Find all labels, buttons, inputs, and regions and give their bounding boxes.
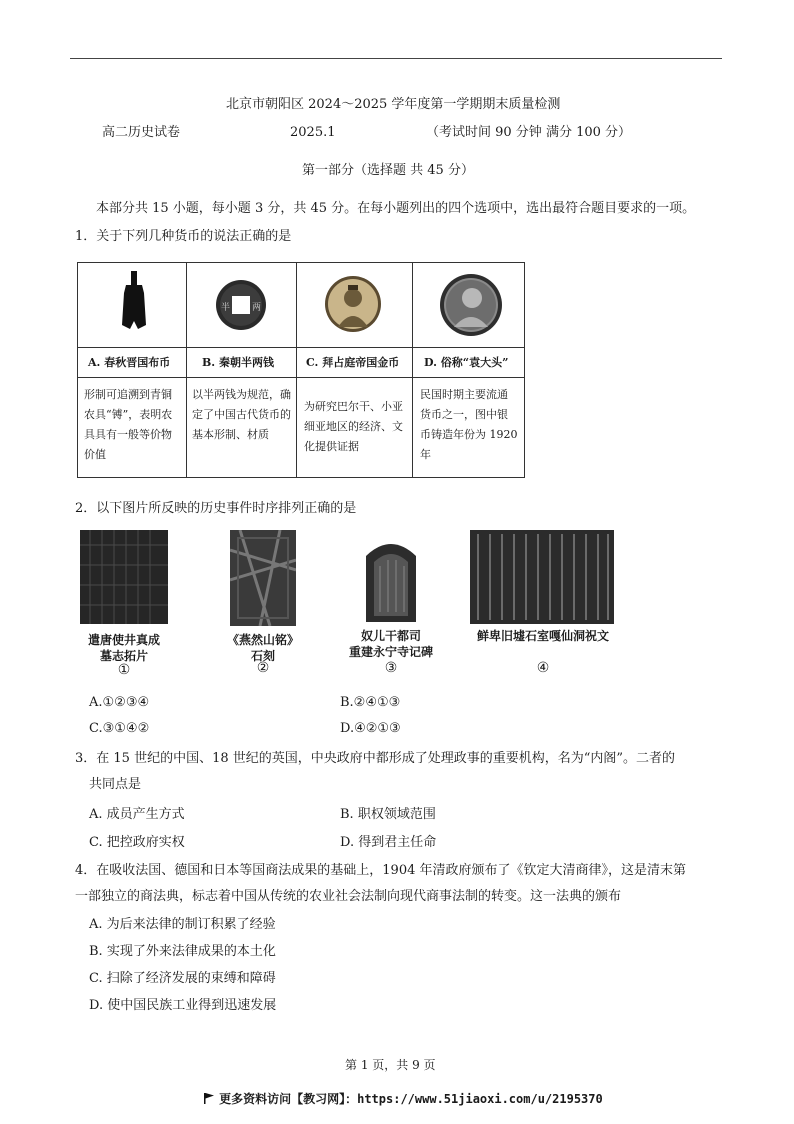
q1-desc-d: 民国时期主要流通货币之一，图中银币铸造年份为 1920 年 — [420, 388, 518, 461]
exam-date: 2025.1 — [290, 125, 336, 140]
q2-stem: 2．以下图片所反映的历史事件时序排列正确的是 — [75, 501, 357, 516]
footer-link-row[interactable] — [204, 1088, 603, 1107]
q4-stem-line1: 4．在吸收法国、德国和日本等国商法成果的基础上，1904 年清政府颁布了《钦定大清商律》，这是清末第 — [75, 863, 686, 878]
q2-caption-1: 遣唐使井真成 墓志拓片 — [87, 633, 160, 663]
q2-image-4 — [470, 530, 614, 624]
q1-desc-a: 形制可追溯到青铜农具“镈”，表明农具具有一般等价物价值 — [84, 388, 173, 461]
q1-label-d: D. 俗称“袁大头” — [424, 356, 509, 369]
q4-option-a[interactable]: A. 为后来法律的制订积累了经验 — [89, 917, 276, 932]
q4-option-d[interactable]: D. 使中国民族工业得到迅速发展 — [89, 998, 277, 1013]
q3-option-b[interactable]: B. 职权领域范围 — [340, 807, 436, 822]
q2-num-3: ③ — [384, 660, 398, 676]
banliang-coin-image — [214, 275, 268, 335]
q3-option-c[interactable]: C. 把控政府实权 — [89, 835, 185, 850]
q2-option-c[interactable]: C.③①④② — [89, 721, 150, 736]
q1-currency-table — [77, 262, 525, 478]
q2-caption-3: 奴儿干都司 重建永宁寺记碑 — [348, 629, 433, 659]
q4-stem-line2: 一部独立的商法典，标志着中国从传统的农业社会法制向现代商事法制的转变。这一法典的颁布 — [75, 889, 622, 904]
q3-option-d[interactable]: D. 得到君主任命 — [340, 835, 437, 850]
flag-icon — [204, 1093, 214, 1104]
part-heading: 第一部分（选择题 共 45 分） — [302, 163, 474, 178]
q4-option-c[interactable]: C. 扫除了经济发展的束缚和障碍 — [89, 971, 276, 986]
q2-image-3 — [362, 536, 420, 622]
q1-stem: 1．关于下列几种货币的说法正确的是 — [75, 229, 292, 244]
svg-text:半: 半 — [221, 303, 231, 313]
exam-title: 北京市朝阳区 2024～2025 学年度第一学期期末质量检测 — [226, 97, 561, 112]
exam-info: （考试时间 90 分钟 满分 100 分） — [426, 125, 632, 140]
q2-image-1 — [80, 530, 168, 624]
footer-link-text[interactable]: 更多资料访问【教习网】：https://www.51jiaoxi.com/u/2195370 — [219, 1092, 603, 1106]
q2-option-d[interactable]: D.④②①③ — [340, 721, 401, 736]
byzantine-coin-image — [322, 271, 384, 341]
q3-stem-line1: 3．在 15 世纪的中国、18 世纪的英国，中央政府中都形成了处理政事的重要机构，名为“内阁”。二者的 — [75, 751, 676, 766]
q1-desc-b: 以半两钱为规范，确定了中国古代货币的基本形制、材质 — [192, 388, 291, 441]
q2-option-b[interactable]: B.②④①③ — [340, 695, 401, 710]
yuan-datou-coin-image — [436, 271, 506, 341]
q2-num-4: ④ — [536, 660, 550, 676]
q1-label-b: B. 秦朝半两钱 — [202, 356, 274, 369]
page-number: 第 1 页，共 9 页 — [345, 1058, 436, 1072]
part-intro: 本部分共 15 小题，每小题 3 分，共 45 分。在每小题列出的四个选项中，选出最符合题目要求的一项。 — [96, 201, 696, 216]
q2-num-1: ① — [117, 662, 131, 678]
spade-coin-image — [118, 271, 150, 341]
q1-label-c: C. 拜占庭帝国金币 — [306, 356, 400, 369]
q3-stem-line2: 共同点是 — [89, 777, 142, 792]
q1-desc-c: 为研究巴尔干、小亚细亚地区的经济、文化提供证据 — [304, 400, 403, 453]
q2-caption-2: 《燕然山铭》 石刻 — [226, 633, 299, 663]
q2-option-a[interactable]: A.①②③④ — [89, 695, 150, 710]
q1-label-a: A. 春秋晋国布币 — [88, 356, 171, 369]
q3-option-a[interactable]: A. 成员产生方式 — [89, 807, 185, 822]
q4-option-b[interactable]: B. 实现了外来法律成果的本土化 — [89, 944, 276, 959]
q2-caption-4: 鲜卑旧墟石室嘎仙洞祝文 — [476, 629, 609, 643]
exam-subject: 高二历史试卷 — [102, 125, 181, 140]
top-rule — [70, 58, 722, 59]
q2-num-2: ② — [256, 660, 270, 676]
svg-text:两: 两 — [252, 303, 262, 313]
q2-image-2 — [230, 530, 296, 626]
